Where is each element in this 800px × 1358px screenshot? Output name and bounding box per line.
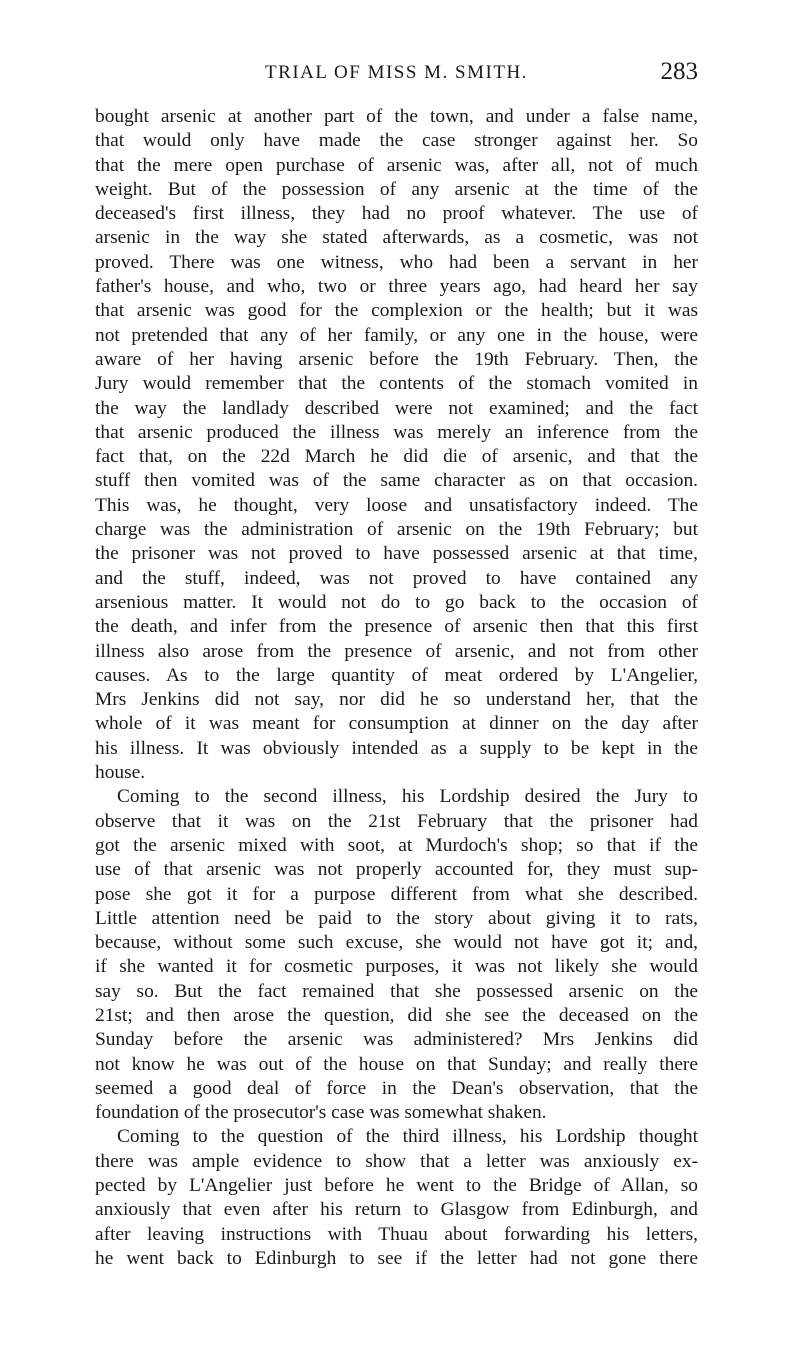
text-line: pected by L'Angelier just before he went to the Bridge of Allan, so [95, 1175, 698, 1197]
text-line: not pretended that any of her family, or any one in the house, were [95, 324, 698, 346]
text-line: Little attention need be paid to the story about giving it to rats, [95, 907, 698, 929]
text-line: observe that it was on the 21st February that the prisoner had [95, 810, 698, 832]
text-line: Mrs Jenkins did not say, nor did he so understand her, that the [95, 689, 698, 711]
text-line: weight. But of the possession of any arsenic at the time of the [95, 178, 698, 200]
text-line: the death, and infer from the presence of arsenic then that this first [95, 616, 698, 638]
text-line: fact that, on the 22d March he did die of arsenic, and that the [95, 446, 698, 468]
text-line: whole of it was meant for consumption at dinner on the day after [95, 713, 698, 735]
text-line: if she wanted it for cosmetic purposes, it was not likely she would [95, 956, 698, 978]
paragraph [95, 1125, 698, 1271]
text-line: foundation of the prosecutor's case was somewhat shaken. [95, 1102, 547, 1124]
text-line: This was, he thought, very loose and unsatisfactory indeed. The [95, 494, 698, 516]
text-line: house. [95, 762, 146, 784]
text-line: there was ample evidence to show that a letter was anxiously ex- [95, 1150, 698, 1172]
text-line: the prisoner was not proved to have possessed arsenic at that time, [95, 543, 698, 565]
body-text [95, 105, 698, 1271]
text-line: after leaving instructions with Thuau about forwarding his letters, [95, 1223, 698, 1245]
text-line: that arsenic was good for the complexion or the health; but it was [95, 300, 698, 322]
page-number: 283 [660, 58, 698, 85]
running-header [95, 56, 698, 96]
text-line: arsenious matter. It would not do to go back to the occasion of [95, 591, 698, 613]
text-line: pose she got it for a purpose different from what she described. [95, 883, 698, 905]
text-line: Coming to the question of the third illness, his Lordship thought [117, 1126, 698, 1148]
text-line: not know he was out of the house on that Sunday; and really there [95, 1053, 698, 1075]
text-line: causes. As to the large quantity of meat ordered by L'Angelier, [95, 664, 698, 686]
text-line: father's house, and who, two or three years ago, had heard her say [95, 276, 698, 298]
text-line: stuff then vomited was of the same character as on that occasion. [95, 470, 698, 492]
text-line: 21st; and then arose the question, did she see the deceased on the [95, 1004, 698, 1026]
text-line: say so. But the fact remained that she possessed arsenic on the [95, 980, 698, 1002]
text-line: deceased's first illness, they had no proof whatever. The use of [95, 203, 698, 225]
text-line: his illness. It was obviously intended as a supply to be kept in the [95, 737, 698, 759]
text-line: charge was the administration of arsenic on the 19th February; but [95, 519, 698, 541]
text-line: that would only have made the case stronger against her. So [95, 130, 698, 152]
text-line: Sunday before the arsenic was administered? Mrs Jenkins did [95, 1029, 698, 1051]
text-line: seemed a good deal of force in the Dean's observation, that the [95, 1077, 698, 1099]
text-line: he went back to Edinburgh to see if the letter had not gone there [95, 1247, 698, 1269]
text-line: got the arsenic mixed with soot, at Murdoch's shop; so that if the [95, 834, 698, 856]
paragraph [95, 785, 698, 1125]
text-line: the way the landlady described were not examined; and the fact [95, 397, 698, 419]
text-line: and the stuff, indeed, was not proved to have contained any [95, 567, 698, 589]
text-line: Coming to the second illness, his Lordship desired the Jury to [117, 786, 698, 808]
text-line: that the mere open purchase of arsenic was, after all, not of much [95, 154, 698, 176]
text-line: because, without some such excuse, she would not have got it; and, [95, 932, 698, 954]
text-line: proved. There was one witness, who had been a servant in her [95, 251, 698, 273]
paragraph [95, 105, 698, 785]
running-title: TRIAL OF MISS M. SMITH. [265, 62, 528, 83]
text-line: illness also arose from the presence of arsenic, and not from other [95, 640, 698, 662]
text-line: Jury would remember that the contents of the stomach vomited in [95, 373, 698, 395]
text-line: use of that arsenic was not properly accounted for, they must sup- [95, 859, 698, 881]
text-line: aware of her having arsenic before the 19th February. Then, the [95, 348, 698, 370]
text-line: that arsenic produced the illness was merely an inference from the [95, 421, 698, 443]
text-line: bought arsenic at another part of the town, and under a false name, [95, 106, 698, 127]
text-line: arsenic in the way she stated afterwards, as a cosmetic, was not [95, 227, 698, 249]
text-line: anxiously that even after his return to Glasgow from Edinburgh, and [95, 1199, 698, 1221]
